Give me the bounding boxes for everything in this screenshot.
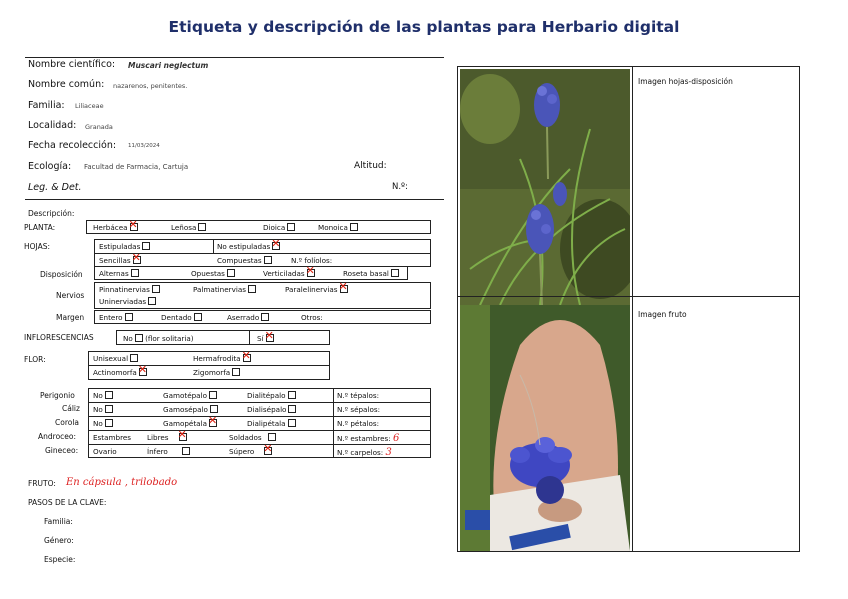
ecology-value: Facultad de Farmacia, Cartuja <box>84 163 189 171</box>
hermafrodita-checkbox[interactable] <box>243 354 251 362</box>
fruit-label: FRUTO: <box>28 479 56 488</box>
family-value: Liliaceae <box>75 102 104 110</box>
ovario-text: Ovario <box>93 447 117 456</box>
verticiladas-checkbox[interactable] <box>307 269 315 277</box>
compuestas-text: Compuestas <box>217 256 262 265</box>
dialitepalo-checkbox[interactable] <box>288 391 296 399</box>
corola-no-text: No <box>93 419 103 428</box>
palmatinervias-checkbox[interactable] <box>248 285 256 293</box>
zigomorfa-text: Zigomorfa <box>193 368 231 377</box>
inflorescence-label: INFLORESCENCIAS <box>24 333 94 342</box>
petalos-label: N.º pétalos: <box>337 419 380 428</box>
hermafrodita-text: Hermafrodita <box>193 354 241 363</box>
estipuladas-checkbox[interactable] <box>142 242 150 250</box>
leg-det-label: Leg. & Det. <box>28 182 82 193</box>
herbacea-checkbox[interactable] <box>130 223 138 231</box>
dentado-text: Dentado <box>161 313 192 322</box>
inflo-no-note: (flor solitaria) <box>145 334 194 343</box>
locality-label: Localidad: <box>28 120 77 131</box>
ecology-label: Ecología: <box>28 161 72 172</box>
sencillas-checkbox[interactable] <box>133 256 141 264</box>
unisexual-text: Unisexual <box>93 354 129 363</box>
dialitepalo-text: Dialitépalo <box>247 391 286 400</box>
scientific-name-value: Muscari neglectum <box>128 61 209 70</box>
key-genus-label: Género: <box>44 536 74 545</box>
lenosa-text: Leñosa <box>171 223 197 232</box>
no-estipuladas-checkbox[interactable] <box>272 242 280 250</box>
key-species-label: Especie: <box>44 555 76 564</box>
leaves-label: HOJAS: <box>24 242 51 251</box>
common-name-value: nazarenos, penitentes. <box>113 82 188 90</box>
tepalos-label: N.º tépalos: <box>337 391 380 400</box>
leaves-photo <box>460 69 630 305</box>
gamotepalo-text: Gamotépalo <box>163 391 207 400</box>
dialipetala-text: Dialipétala <box>247 419 286 428</box>
foliolos-label: N.º folíolos: <box>291 256 333 265</box>
herbacea-text: Herbácea <box>93 223 128 232</box>
inflo-no-text: No <box>123 334 133 343</box>
gamotepalo-checkbox[interactable] <box>209 391 217 399</box>
inflo-no-checkbox[interactable] <box>135 334 143 342</box>
roseta-checkbox[interactable] <box>391 269 399 277</box>
paralelinervias-checkbox[interactable] <box>340 285 348 293</box>
sencillas-text: Sencillas <box>99 256 131 265</box>
gamopetala-text: Gamopétala <box>163 419 207 428</box>
dioica-checkbox[interactable] <box>287 223 295 231</box>
corola-label: Corola <box>55 418 80 427</box>
entero-text: Entero <box>99 313 123 322</box>
libres-text: Libres <box>147 433 169 442</box>
unisexual-checkbox[interactable] <box>130 354 138 362</box>
lenosa-checkbox[interactable] <box>198 223 206 231</box>
paralelinervias-text: Paralelinervias <box>285 285 338 294</box>
supero-checkbox[interactable] <box>264 447 272 455</box>
corola-no-checkbox[interactable] <box>105 419 113 427</box>
verticiladas-text: Verticiladas <box>263 269 305 278</box>
pinnatinervias-checkbox[interactable] <box>152 285 160 293</box>
gamosepalo-checkbox[interactable] <box>210 405 218 413</box>
estambres-text: Estambres <box>93 433 132 442</box>
date-label: Fecha recolección: <box>28 140 117 151</box>
sepalos-label: N.º sépalos: <box>337 405 381 414</box>
gamopetala-checkbox[interactable] <box>209 419 217 427</box>
veins-label: Nervios <box>56 291 85 300</box>
infero-text: Ínfero <box>147 447 168 456</box>
plant-label: PLANTA: <box>24 223 56 232</box>
scientific-name-label: Nombre científico: <box>28 59 116 70</box>
disposition-label: Disposición <box>40 270 83 279</box>
estambres-count-value: 6 <box>392 433 400 444</box>
plant-row <box>86 220 431 234</box>
fruit-value: En cápsula , trilobado <box>66 477 178 488</box>
number-label: N.º: <box>392 182 408 192</box>
aserrado-text: Aserrado <box>227 313 260 322</box>
soldados-checkbox[interactable] <box>268 433 276 441</box>
no-estipuladas-text: No estipuladas <box>217 242 271 251</box>
uninerviadas-text: Uninerviadas <box>99 297 147 306</box>
opuestas-checkbox[interactable] <box>227 269 235 277</box>
infero-checkbox[interactable] <box>182 447 190 455</box>
monoica-checkbox[interactable] <box>350 223 358 231</box>
dialisepalo-text: Dialisépalo <box>247 405 287 414</box>
monoica-text: Monoica <box>318 223 348 232</box>
caliz-no-checkbox[interactable] <box>105 405 113 413</box>
libres-checkbox[interactable] <box>179 433 187 441</box>
otros-label: Otros: <box>301 313 323 322</box>
gamosepalo-text: Gamosépalo <box>163 405 208 414</box>
caliz-no-text: No <box>93 405 103 414</box>
dialipetala-checkbox[interactable] <box>288 419 296 427</box>
compuestas-checkbox[interactable] <box>264 256 272 264</box>
carpelos-label: N.º carpelos: <box>337 448 384 457</box>
pinnatinervias-text: Pinnatinervias <box>99 285 150 294</box>
locality-value: Granada <box>85 123 113 131</box>
palmatinervias-text: Palmatinervias <box>193 285 246 294</box>
family-label: Familia: <box>28 100 65 111</box>
disposition-row <box>94 266 408 280</box>
perigonio-no-text: No <box>93 391 103 400</box>
description-heading: Descripción: <box>28 209 75 218</box>
uninerviadas-checkbox[interactable] <box>148 297 156 305</box>
key-heading: PASOS DE LA CLAVE: <box>28 498 107 507</box>
dialisepalo-checkbox[interactable] <box>288 405 296 413</box>
entero-checkbox[interactable] <box>125 313 133 321</box>
dioica-text: Dioica <box>263 223 286 232</box>
estipuladas-text: Estipuladas <box>99 242 141 251</box>
altitude-label: Altitud: <box>354 161 387 171</box>
androceo-label: Androceo: <box>38 432 77 441</box>
leaves-panel-caption: Imagen hojas-disposición <box>638 77 733 86</box>
actinomorfa-checkbox[interactable] <box>139 368 147 376</box>
margin-label: Margen <box>56 313 85 322</box>
margin-row <box>94 310 431 324</box>
alternas-checkbox[interactable] <box>131 269 139 277</box>
opuestas-text: Opuestas <box>191 269 225 278</box>
inflorescence-row <box>116 330 330 345</box>
fruit-photo <box>460 305 630 551</box>
soldados-text: Soldados <box>229 433 262 442</box>
perigonio-label: Perigonio <box>40 391 75 400</box>
roseta-text: Roseta basal <box>343 269 389 278</box>
page-title: Etiqueta y descripción de las plantas para Herbario digital <box>168 18 680 36</box>
carpelos-value: 3 <box>385 447 392 458</box>
aserrado-checkbox[interactable] <box>261 313 269 321</box>
perigonio-no-checkbox[interactable] <box>105 391 113 399</box>
leaves-box <box>94 239 431 267</box>
fruit-panel-caption: Imagen fruto <box>638 310 687 319</box>
caliz-label: Cáliz <box>62 404 80 413</box>
floral-parts-table <box>88 388 431 458</box>
alternas-text: Alternas <box>99 269 129 278</box>
veins-box <box>94 282 431 309</box>
inflo-si-text: Sí <box>257 334 264 343</box>
dentado-checkbox[interactable] <box>194 313 202 321</box>
top-rule <box>25 57 444 58</box>
supero-text: Súpero <box>229 447 255 456</box>
zigomorfa-checkbox[interactable] <box>232 368 240 376</box>
fruit-image-panel <box>457 296 800 552</box>
estambres-count-label: N.º estambres: <box>337 434 391 443</box>
gineceo-label: Gineceo: <box>45 446 79 455</box>
inflo-si-checkbox[interactable] <box>266 334 274 342</box>
actinomorfa-text: Actinomorfa <box>93 368 137 377</box>
leaves-image-panel <box>457 66 800 297</box>
header-bottom-rule <box>25 199 444 200</box>
common-name-label: Nombre común: <box>28 79 105 90</box>
key-family-label: Familia: <box>44 517 73 526</box>
date-value: 11/03/2024 <box>128 143 160 149</box>
flower-label: FLOR: <box>24 355 46 364</box>
flower-box <box>88 351 330 380</box>
